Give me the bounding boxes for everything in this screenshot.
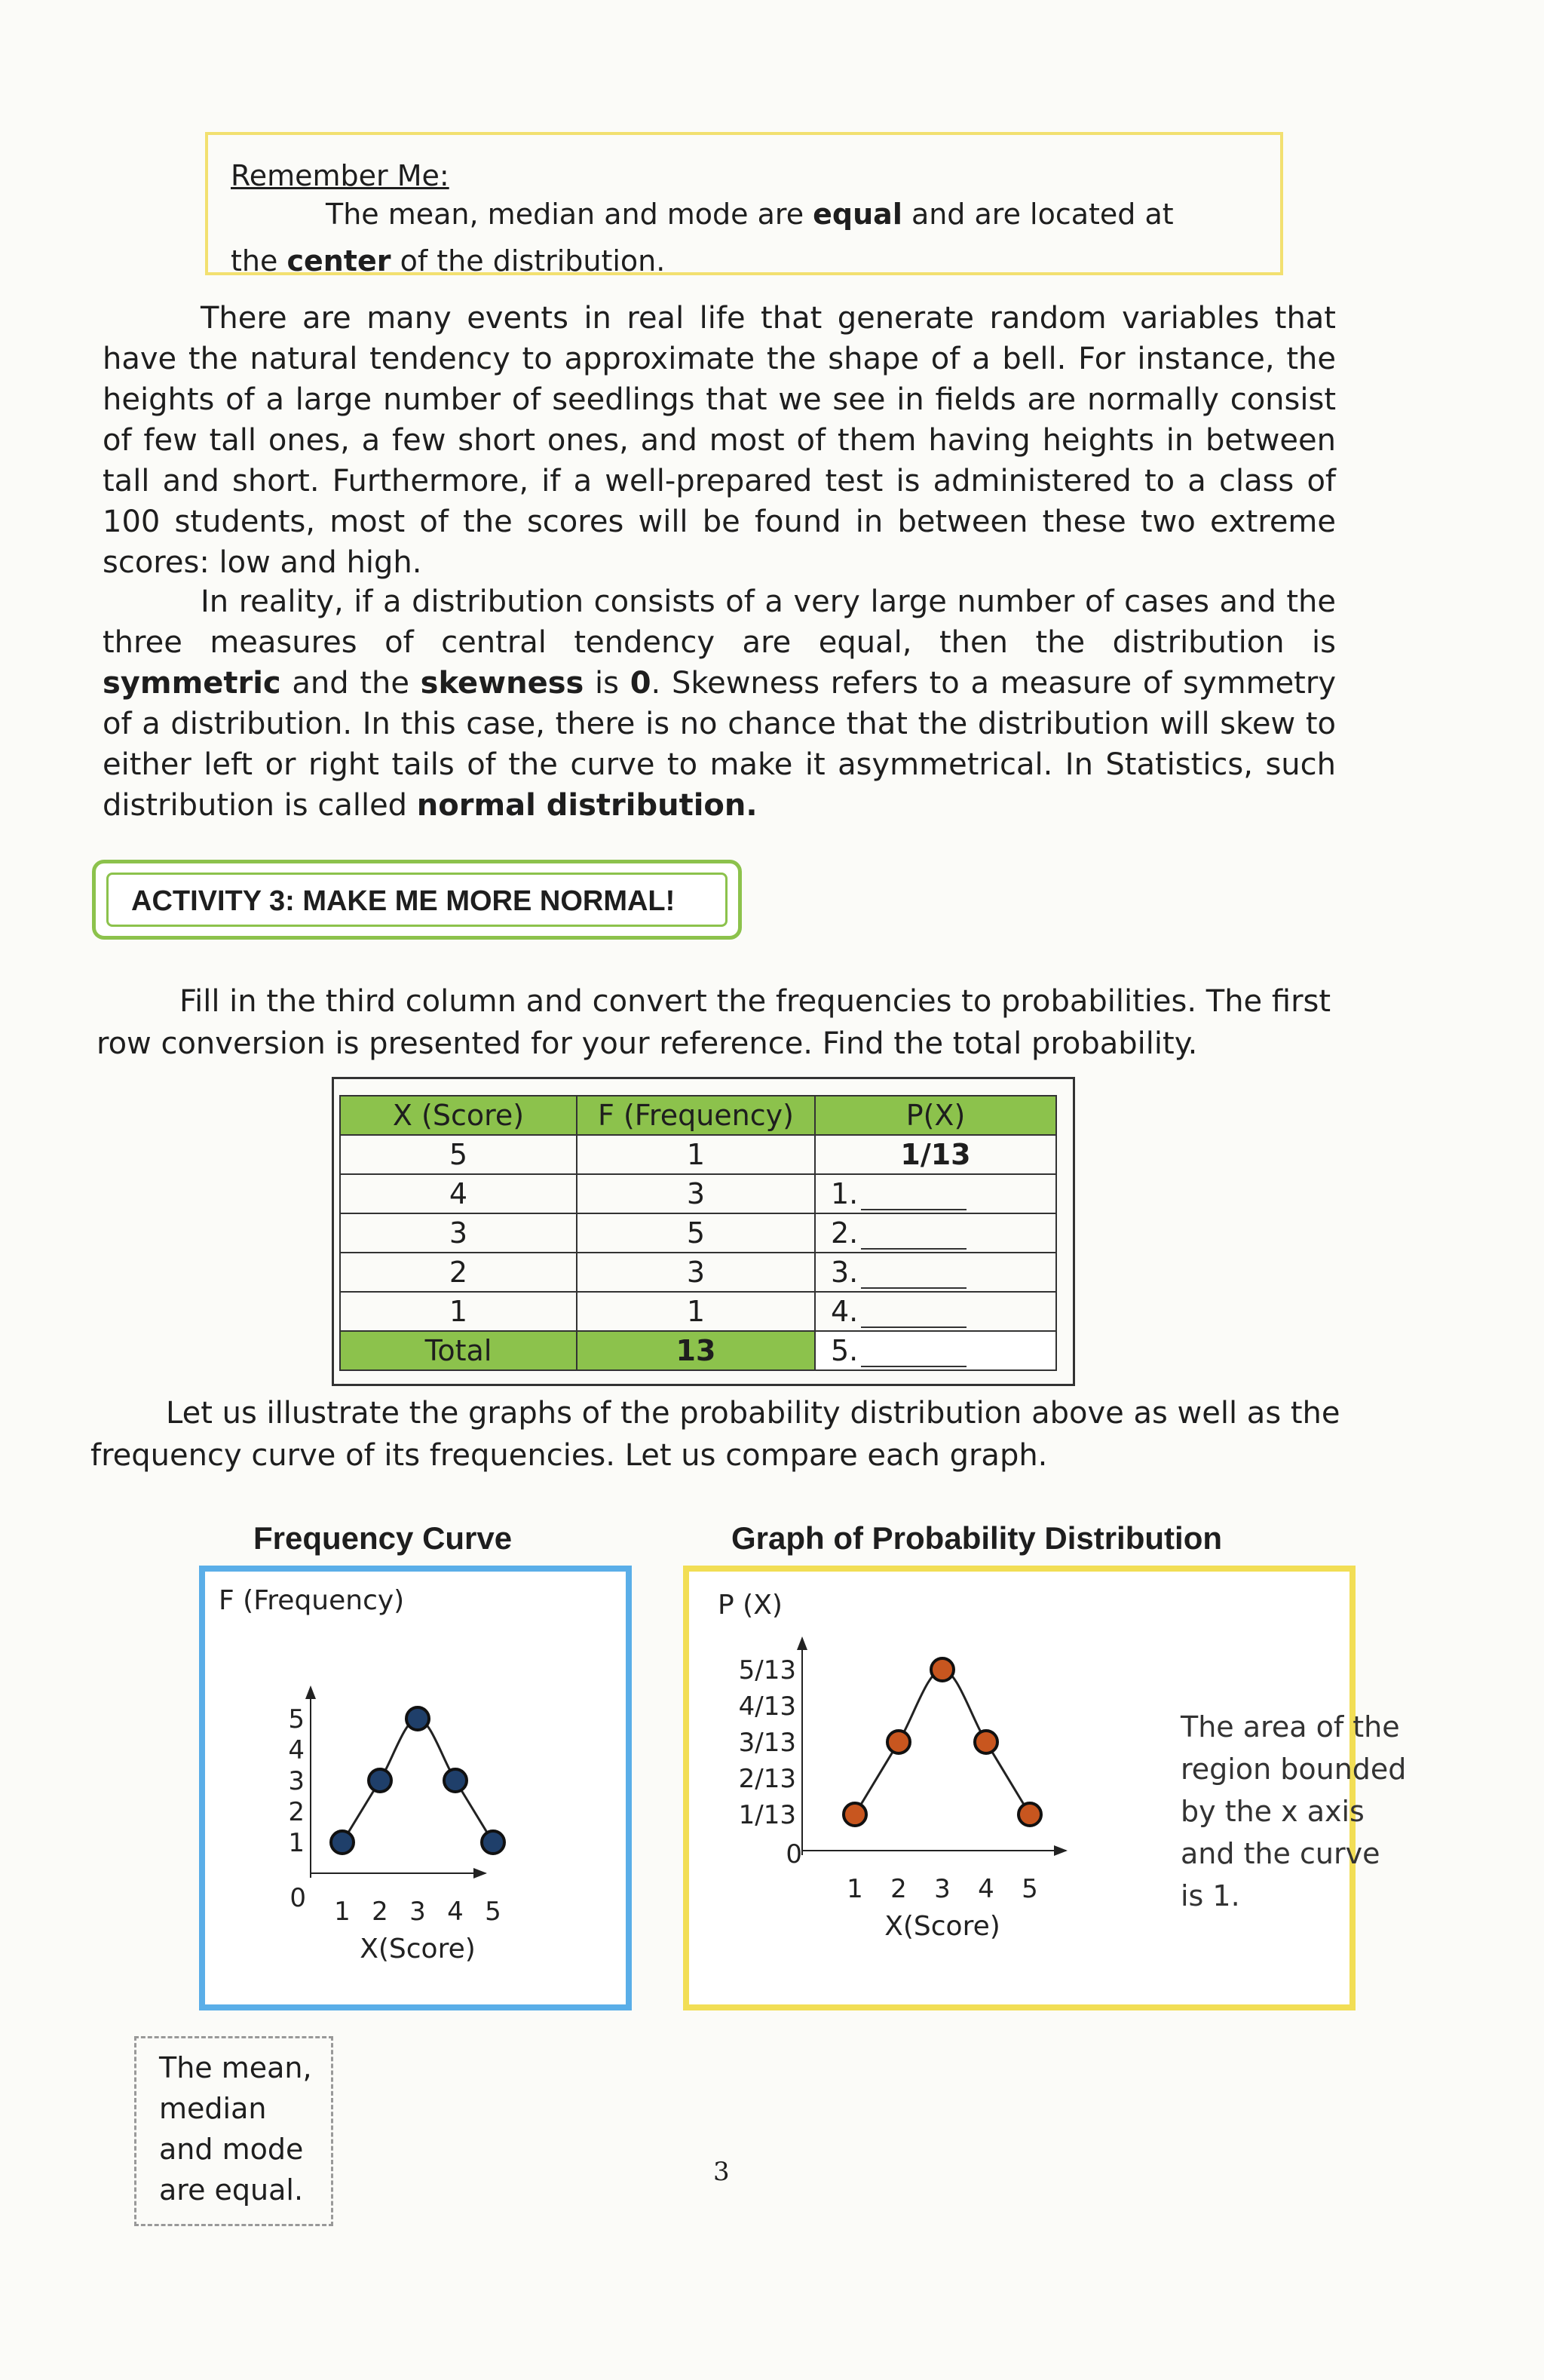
remember-me-title: Remember Me: <box>231 159 449 192</box>
activity-title: ACTIVITY 3: MAKE ME MORE NORMAL! <box>106 873 728 927</box>
header-x-score: X (Score) <box>340 1096 577 1135</box>
x-tick-label: 4 <box>978 1874 994 1904</box>
cell-x: 3 <box>340 1213 577 1253</box>
paragraph-bell-shape <box>103 298 1336 583</box>
illustrate-text: Let us illustrate the graphs of the probability distribution above as well as the frequency curve of its frequencies. Let us compare each graph. <box>90 1396 1340 1473</box>
cell-x: 2 <box>340 1253 577 1292</box>
table-row <box>340 1292 1056 1331</box>
blank-number: 5. <box>831 1334 859 1367</box>
remember-line-2 <box>231 244 665 278</box>
x-tick-label: 4 <box>447 1897 464 1927</box>
cell-f: 3 <box>577 1174 815 1213</box>
cell-f: 1 <box>577 1135 815 1174</box>
y-tick-label: 3 <box>288 1766 305 1796</box>
blank-number: 4. <box>831 1295 859 1328</box>
answer-blank[interactable] <box>861 1221 967 1250</box>
cell-p-blank[interactable] <box>815 1253 1056 1292</box>
answer-blank[interactable] <box>861 1299 967 1328</box>
remember-me-box <box>205 132 1283 278</box>
remember-bold-equal: equal <box>813 198 902 231</box>
remember-text: and are located at <box>902 198 1174 231</box>
bold-skewness: skewness <box>420 666 584 701</box>
cell-p-blank[interactable] <box>815 1213 1056 1253</box>
y-tick-label: 1/13 <box>738 1800 796 1830</box>
illustrate-paragraph <box>90 1392 1357 1477</box>
x-tick-label: 3 <box>409 1897 426 1927</box>
paragraph-2-text: . Skewness refers to a measure of symmetry of a distribution. In this case, there is no chance that the distribution will skew to either left or right tails of the curve to make it asymmetrical. In Statistics, such distribution is called <box>103 666 1336 823</box>
data-point <box>975 1731 997 1753</box>
header-px: P(X) <box>815 1096 1056 1135</box>
table-row <box>340 1174 1056 1213</box>
y-axis-label: F (Frequency) <box>219 1585 405 1616</box>
cell-x: 5 <box>340 1135 577 1174</box>
callout-line: and mode <box>159 2133 304 2166</box>
y-tick-label: 0 <box>290 1883 306 1913</box>
y-tick-label: 2 <box>288 1797 305 1827</box>
y-axis-arrow <box>305 1685 316 1699</box>
y-tick-label: 0 <box>786 1839 802 1869</box>
blank-number: 1. <box>831 1177 859 1210</box>
table-row <box>340 1135 1056 1174</box>
x-axis-arrow <box>473 1868 487 1879</box>
y-tick-label: 1 <box>288 1828 305 1858</box>
callout-line: The mean, <box>159 2051 312 2084</box>
activity-header <box>92 860 742 940</box>
data-point <box>406 1707 429 1730</box>
bold-symmetric: symmetric <box>103 666 281 701</box>
cell-x: 4 <box>340 1174 577 1213</box>
paragraph-2-text: and the <box>280 666 421 701</box>
blank-number: 3. <box>831 1256 859 1289</box>
data-point <box>482 1831 504 1854</box>
cell-total-frequency: 13 <box>577 1331 815 1370</box>
y-tick-label: 3/13 <box>738 1728 796 1758</box>
cell-x: 1 <box>340 1292 577 1331</box>
x-tick-label: 2 <box>890 1874 907 1904</box>
header-frequency: F (Frequency) <box>577 1096 815 1135</box>
table-header-row <box>340 1096 1056 1135</box>
probability-table <box>339 1095 1057 1371</box>
answer-blank[interactable] <box>861 1182 967 1210</box>
x-tick-label: 2 <box>372 1897 388 1927</box>
table-total-row <box>340 1331 1056 1370</box>
remember-line-1 <box>231 191 1258 238</box>
callout-line: median <box>159 2092 267 2125</box>
page-number: 3 <box>713 2157 730 2187</box>
x-tick-label: 1 <box>847 1874 863 1904</box>
remember-text: The mean, median and mode are <box>326 198 813 231</box>
paragraph-2-text: is <box>584 666 630 701</box>
paragraph-2-text: In reality, if a distribution consists of a very large number of cases and the three measures of central tendency are equal, then the distribution is <box>103 584 1336 660</box>
data-curve <box>342 1719 493 1842</box>
y-tick-label: 2/13 <box>738 1764 796 1794</box>
area-note: The area of the region bounded by the x axis and the curve is 1. <box>1181 1710 1407 1912</box>
x-tick-label: 5 <box>1022 1874 1038 1904</box>
y-tick-label: 5 <box>288 1704 305 1734</box>
data-curve <box>855 1670 1030 1814</box>
table-row <box>340 1213 1056 1253</box>
data-point <box>887 1731 910 1753</box>
bold-zero: 0 <box>630 666 651 701</box>
data-point <box>444 1769 467 1792</box>
table-row <box>340 1253 1056 1292</box>
answer-blank[interactable] <box>861 1339 967 1367</box>
cell-total-label: Total <box>340 1331 577 1370</box>
cell-p-given: 1/13 <box>815 1135 1056 1174</box>
data-point <box>844 1803 866 1826</box>
cell-f: 5 <box>577 1213 815 1253</box>
activity-instructions <box>96 980 1348 1065</box>
data-point <box>369 1769 391 1792</box>
paragraph-normal-distribution <box>103 581 1336 826</box>
x-tick-label: 3 <box>934 1874 951 1904</box>
callout-line: are equal. <box>159 2173 304 2207</box>
y-axis-arrow <box>797 1636 807 1650</box>
frequency-curve-title: Frequency Curve <box>253 1520 513 1556</box>
instructions-text: Fill in the third column and convert the frequencies to probabilities. The first row conversion is presented for your reference. Find the total probability. <box>96 984 1331 1061</box>
y-tick-label: 4/13 <box>738 1691 796 1722</box>
paragraph-1-text: There are many events in real life that generate random variables that have the natural tendency to approximate the shape of a bell. For instance, the heights of a large number of seedlings that we see in fields are normally consist of few tall ones, a few short ones, and most of them having heights in between tall and short. Furthermore, if a well-prepared test is administered to a class of 100 students, most of the scores will be found in between these two extreme scores: low and high. <box>103 301 1336 580</box>
frequency-curve-chart <box>205 1572 626 2004</box>
data-point <box>1019 1803 1041 1826</box>
x-tick-label: 1 <box>334 1897 351 1927</box>
x-axis-label: X(Score) <box>360 1934 476 1964</box>
cell-f: 3 <box>577 1253 815 1292</box>
data-point <box>331 1831 354 1854</box>
bold-normal-distribution: normal distribution. <box>416 788 758 823</box>
x-axis-arrow <box>1054 1845 1068 1856</box>
cell-p-blank[interactable] <box>815 1292 1056 1331</box>
remember-text: of the distribution. <box>391 244 666 278</box>
mean-median-mode-callout <box>134 2036 333 2226</box>
blank-number: 2. <box>831 1216 859 1250</box>
y-tick-label: 5/13 <box>738 1655 796 1685</box>
frequency-curve-box <box>199 1566 632 2010</box>
data-point <box>931 1658 954 1681</box>
remember-text: the <box>231 244 287 278</box>
y-axis-label: P (X) <box>718 1590 783 1621</box>
cell-f: 1 <box>577 1292 815 1331</box>
cell-total-p-blank[interactable] <box>815 1331 1056 1370</box>
remember-bold-center: center <box>286 244 391 278</box>
probability-graph-title: Graph of Probability Distribution <box>731 1520 1222 1556</box>
cell-p-blank[interactable] <box>815 1174 1056 1213</box>
x-tick-label: 5 <box>485 1897 501 1927</box>
y-tick-label: 4 <box>288 1735 305 1765</box>
answer-blank[interactable] <box>861 1260 967 1289</box>
x-axis-label: X(Score) <box>884 1911 1000 1942</box>
